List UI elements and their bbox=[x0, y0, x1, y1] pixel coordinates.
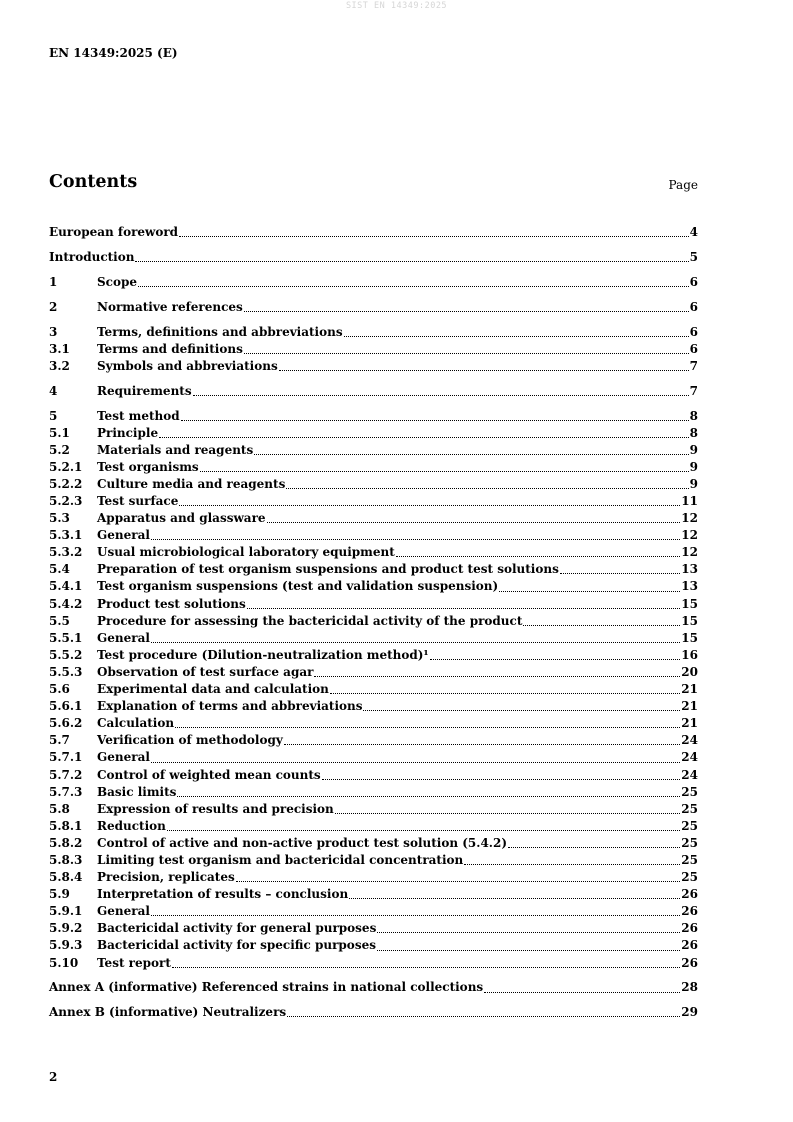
toc-dot-leader bbox=[244, 352, 689, 354]
toc-dot-leader bbox=[172, 966, 680, 968]
toc-dot-leader bbox=[151, 914, 680, 916]
toc-dot-leader bbox=[151, 538, 680, 540]
toc-entry-number: 5.4.1 bbox=[49, 579, 83, 594]
toc-entry-page: 25 bbox=[681, 870, 698, 885]
toc-entry-page: 9 bbox=[689, 476, 698, 491]
toc-entry[interactable] bbox=[49, 578, 698, 595]
toc-entry[interactable] bbox=[49, 249, 698, 266]
toc-entry-page: 6 bbox=[689, 324, 698, 339]
toc-entry-page: 25 bbox=[681, 835, 698, 850]
toc-entry-title: Test organism suspensions (test and validation suspension) bbox=[97, 579, 499, 594]
toc-entry-title: Usual microbiological laboratory equipment bbox=[97, 545, 395, 560]
toc-entry-page: 25 bbox=[681, 801, 698, 816]
toc-entry-number: 5.5.1 bbox=[49, 630, 83, 645]
toc-entry-number: 5.5 bbox=[49, 613, 70, 628]
toc-dot-leader bbox=[284, 743, 680, 745]
toc-entry-page: 21 bbox=[681, 716, 698, 731]
toc-entry[interactable] bbox=[49, 459, 698, 476]
toc-entry[interactable] bbox=[49, 937, 698, 954]
toc-entry-page: 11 bbox=[681, 494, 698, 508]
toc-entry-number: 5.7.3 bbox=[49, 784, 83, 799]
toc-entry-number: 3 bbox=[49, 324, 58, 339]
toc-entry-title: Test method bbox=[97, 408, 180, 423]
toc-entry-page: 25 bbox=[681, 784, 698, 799]
toc-entry-title: Apparatus and glassware bbox=[97, 511, 266, 526]
toc-dot-leader bbox=[322, 778, 681, 780]
toc-dot-leader bbox=[179, 235, 689, 237]
toc-dot-leader bbox=[349, 897, 680, 899]
toc-entry-page: 28 bbox=[681, 980, 698, 995]
toc-entry[interactable] bbox=[49, 979, 698, 996]
toc-entry-title: Calculation bbox=[97, 716, 175, 731]
toc-dot-leader bbox=[314, 675, 680, 677]
toc-dot-leader bbox=[236, 880, 681, 882]
toc-entry[interactable] bbox=[49, 324, 698, 341]
toc-entry-number: 5.7.1 bbox=[49, 750, 83, 765]
toc-dot-leader bbox=[279, 369, 689, 371]
toc-entry-title: Interpretation of results – conclusion bbox=[97, 887, 349, 902]
toc-entry-title: Control of weighted mean counts bbox=[97, 767, 321, 782]
toc-dot-leader bbox=[175, 726, 680, 728]
footer-page-number: 2 bbox=[49, 1070, 58, 1084]
toc-entry-number: 5.6.1 bbox=[49, 699, 83, 714]
toc-entry-number: 5.2 bbox=[49, 442, 70, 457]
toc-entry-number: 4 bbox=[49, 383, 58, 398]
toc-entry-number: 5.5.2 bbox=[49, 647, 83, 662]
toc-dot-leader bbox=[523, 624, 680, 626]
toc-entry[interactable] bbox=[49, 903, 698, 920]
toc-entry[interactable] bbox=[49, 274, 698, 291]
toc-entry[interactable] bbox=[49, 784, 698, 801]
toc-entry-page: 29 bbox=[681, 1005, 698, 1020]
page-column-label: Page bbox=[668, 178, 698, 192]
toc-entry[interactable] bbox=[49, 852, 698, 869]
toc-entry-page: 12 bbox=[681, 511, 698, 526]
toc-entry-title: Product test solutions bbox=[97, 596, 246, 611]
toc-entry[interactable] bbox=[49, 698, 698, 715]
toc-entry-number: 5.8 bbox=[49, 801, 70, 816]
toc-entry-page: 13 bbox=[681, 579, 698, 594]
document-id: EN 14349:2025 (E) bbox=[49, 46, 178, 60]
toc-dot-leader bbox=[181, 419, 689, 421]
toc-dot-leader bbox=[287, 1015, 680, 1017]
toc-entry-number: 3.1 bbox=[49, 341, 70, 356]
toc-entry-page: 25 bbox=[681, 818, 698, 833]
toc-dot-leader bbox=[335, 812, 681, 814]
toc-entry[interactable] bbox=[49, 299, 698, 316]
toc-entry[interactable] bbox=[49, 383, 698, 400]
toc-entry[interactable] bbox=[49, 561, 698, 578]
toc-entry-title: Principle bbox=[97, 425, 159, 440]
toc-entry-number: 5.8.3 bbox=[49, 852, 83, 867]
toc-entry[interactable] bbox=[49, 596, 698, 613]
toc-entry-title: Terms, definitions and abbreviations bbox=[97, 324, 343, 339]
toc-entry-number: 5.4 bbox=[49, 562, 70, 577]
toc-entry-number: 5.7 bbox=[49, 733, 70, 748]
toc-entry-page: 8 bbox=[689, 425, 698, 440]
toc-entry[interactable] bbox=[49, 224, 698, 241]
toc-entry-number: 5.1 bbox=[49, 425, 70, 440]
toc-entry-title: Test procedure (Dilution-neutralization method)¹ bbox=[97, 647, 429, 662]
toc-entry[interactable] bbox=[49, 476, 698, 493]
toc-dot-leader bbox=[159, 436, 689, 438]
toc-entry-page: 6 bbox=[689, 299, 698, 314]
toc-entry[interactable] bbox=[49, 681, 698, 698]
toc-entry[interactable] bbox=[49, 425, 698, 442]
toc-entry-title: Culture media and reagents bbox=[97, 476, 286, 491]
toc-entry-title: Experimental data and calculation bbox=[97, 682, 329, 697]
toc-entry-page: 21 bbox=[681, 699, 698, 714]
toc-entry-title: Normative references bbox=[97, 299, 243, 314]
toc-entry-number: 5.2.1 bbox=[49, 459, 83, 474]
toc-entry-number: 5.8.2 bbox=[49, 835, 83, 850]
toc-dot-leader bbox=[560, 572, 680, 574]
toc-entry[interactable] bbox=[49, 749, 698, 766]
toc-dot-leader bbox=[254, 453, 688, 455]
toc-entry-title: General bbox=[97, 528, 150, 543]
toc-dot-leader bbox=[508, 846, 680, 848]
toc-entry-title: Control of active and non-active product test solution (5.4.2) bbox=[97, 835, 507, 850]
watermark: SIST EN 14349:2025 bbox=[345, 1, 448, 11]
toc-entry[interactable] bbox=[49, 527, 698, 544]
toc-entry-number: 5.9.1 bbox=[49, 904, 83, 919]
toc-dot-leader bbox=[377, 949, 680, 951]
toc-entry-page: 26 bbox=[681, 904, 698, 919]
toc-entry-number: 5.8.4 bbox=[49, 870, 83, 885]
toc-entry-title: Bactericidal activity for specific purposes bbox=[97, 938, 376, 953]
toc-entry-title: Observation of test surface agar bbox=[97, 664, 314, 679]
toc-entry-title: Expression of results and precision bbox=[97, 801, 334, 816]
toc-dot-leader bbox=[200, 470, 689, 472]
toc-entry-number: 5.5.3 bbox=[49, 664, 83, 679]
toc-entry-page: 24 bbox=[681, 733, 698, 748]
toc-entry-page: 12 bbox=[681, 545, 698, 560]
toc-entry[interactable] bbox=[49, 818, 698, 835]
toc-entry-page: 20 bbox=[681, 664, 698, 679]
toc-dot-leader bbox=[464, 863, 680, 865]
toc-entry-page: 26 bbox=[681, 887, 698, 902]
toc-entry-title: Reduction bbox=[97, 818, 166, 833]
toc-entry-title: General bbox=[97, 904, 150, 919]
toc-dot-leader bbox=[286, 487, 688, 489]
toc-entry-title: Test organisms bbox=[97, 459, 199, 474]
toc-dot-leader bbox=[484, 991, 680, 993]
toc-entry-page: 26 bbox=[681, 938, 698, 953]
toc-entry-number: 5.9.3 bbox=[49, 938, 83, 953]
toc-entry-number: 5 bbox=[49, 408, 58, 423]
table-of-contents bbox=[49, 224, 698, 1021]
toc-entry-title: Basic limits bbox=[97, 784, 177, 799]
toc-dot-leader bbox=[363, 709, 680, 711]
toc-entry[interactable] bbox=[49, 510, 698, 527]
toc-entry[interactable] bbox=[49, 920, 698, 937]
toc-entry-number: 5.2.2 bbox=[49, 476, 83, 491]
toc-dot-leader bbox=[135, 260, 688, 262]
toc-entry-page: 25 bbox=[681, 852, 698, 867]
toc-entry-title: Test surface bbox=[97, 494, 179, 508]
toc-dot-leader bbox=[151, 641, 680, 643]
toc-entry-page: 26 bbox=[681, 921, 698, 936]
toc-entry-title: Precision, replicates bbox=[97, 870, 235, 885]
toc-entry-page: 9 bbox=[689, 459, 698, 474]
toc-entry[interactable] bbox=[49, 647, 698, 664]
toc-entry[interactable] bbox=[49, 613, 698, 630]
toc-entry[interactable] bbox=[49, 955, 698, 972]
toc-dot-leader bbox=[247, 607, 681, 609]
toc-entry-page: 16 bbox=[681, 647, 698, 662]
toc-entry-title: Annex A (informative) Referenced strains in national collections bbox=[49, 980, 484, 995]
toc-entry[interactable] bbox=[49, 493, 698, 510]
toc-entry-number: 5.3.2 bbox=[49, 545, 83, 560]
toc-entry-number: 5.9.2 bbox=[49, 921, 83, 936]
toc-dot-leader bbox=[330, 692, 680, 694]
toc-entry-title: General bbox=[97, 630, 150, 645]
toc-entry-title: Scope bbox=[97, 274, 138, 289]
toc-dot-leader bbox=[167, 829, 680, 831]
toc-entry[interactable] bbox=[49, 767, 698, 784]
toc-entry-page: 24 bbox=[681, 750, 698, 765]
toc-entry-page: 24 bbox=[681, 767, 698, 782]
toc-entry-page: 13 bbox=[681, 562, 698, 577]
toc-entry[interactable] bbox=[49, 1004, 698, 1021]
toc-entry-page: 7 bbox=[689, 383, 698, 398]
toc-entry-page: 4 bbox=[689, 225, 698, 239]
toc-entry-page: 15 bbox=[681, 596, 698, 611]
toc-entry-page: 6 bbox=[689, 274, 698, 289]
toc-entry-number: 5.3.1 bbox=[49, 528, 83, 543]
toc-dot-leader bbox=[193, 394, 689, 396]
toc-dot-leader bbox=[396, 555, 681, 557]
toc-dot-leader bbox=[244, 310, 689, 312]
toc-entry-page: 6 bbox=[689, 341, 698, 356]
toc-entry-title: Introduction bbox=[49, 249, 135, 264]
toc-entry-number: 2 bbox=[49, 299, 58, 314]
toc-entry-number: 5.7.2 bbox=[49, 767, 83, 782]
toc-dot-leader bbox=[377, 931, 680, 933]
toc-entry-title: Requirements bbox=[97, 383, 192, 398]
toc-entry-title: Annex B (informative) Neutralizers bbox=[49, 1005, 287, 1020]
toc-entry-number: 5.10 bbox=[49, 955, 79, 970]
toc-entry-page: 15 bbox=[681, 630, 698, 645]
toc-entry-title: Procedure for assessing the bactericidal activity of the product bbox=[97, 613, 523, 628]
toc-entry-number: 5.2.3 bbox=[49, 494, 83, 508]
toc-entry-number: 3.2 bbox=[49, 358, 70, 373]
toc-entry-title: Preparation of test organism suspensions and product test solutions bbox=[97, 562, 559, 577]
toc-dot-leader bbox=[430, 658, 681, 660]
toc-entry[interactable] bbox=[49, 664, 698, 681]
toc-entry-title: Symbols and abbreviations bbox=[97, 358, 278, 373]
toc-entry-title: Materials and reagents bbox=[97, 442, 254, 457]
toc-entry-number: 5.3 bbox=[49, 511, 70, 526]
toc-entry[interactable] bbox=[49, 869, 698, 886]
toc-entry-number: 1 bbox=[49, 274, 58, 289]
toc-entry[interactable] bbox=[49, 341, 698, 358]
contents-heading: Contents bbox=[49, 172, 138, 192]
toc-entry-page: 26 bbox=[681, 955, 698, 970]
toc-entry-title: General bbox=[97, 750, 150, 765]
toc-entry[interactable] bbox=[49, 715, 698, 732]
toc-entry-title: Bactericidal activity for general purposes bbox=[97, 921, 377, 936]
toc-entry-page: 9 bbox=[689, 442, 698, 457]
toc-entry-page: 12 bbox=[681, 528, 698, 543]
toc-entry[interactable] bbox=[49, 630, 698, 647]
toc-entry-number: 5.6 bbox=[49, 682, 70, 697]
toc-entry[interactable] bbox=[49, 886, 698, 903]
toc-dot-leader bbox=[344, 335, 689, 337]
toc-entry-title: European foreword bbox=[49, 225, 179, 239]
toc-entry-title: Terms and definitions bbox=[97, 341, 243, 356]
toc-dot-leader bbox=[151, 761, 680, 763]
toc-dot-leader bbox=[179, 504, 680, 506]
toc-entry-number: 5.8.1 bbox=[49, 818, 83, 833]
toc-entry-number: 5.4.2 bbox=[49, 596, 83, 611]
toc-entry-page: 8 bbox=[689, 408, 698, 423]
toc-entry[interactable] bbox=[49, 732, 698, 749]
toc-entry-number: 5.9 bbox=[49, 887, 70, 902]
toc-entry-title: Explanation of terms and abbreviations bbox=[97, 699, 363, 714]
toc-dot-leader bbox=[177, 795, 680, 797]
toc-entry[interactable] bbox=[49, 544, 698, 561]
toc-entry[interactable] bbox=[49, 408, 698, 425]
toc-entry[interactable] bbox=[49, 358, 698, 375]
toc-dot-leader bbox=[267, 521, 681, 523]
toc-entry-page: 7 bbox=[689, 358, 698, 373]
toc-entry-title: Limiting test organism and bactericidal concentration bbox=[97, 852, 464, 867]
toc-entry[interactable] bbox=[49, 442, 698, 459]
toc-entry-page: 21 bbox=[681, 682, 698, 697]
toc-entry[interactable] bbox=[49, 801, 698, 818]
toc-entry-title: Test report bbox=[97, 955, 171, 970]
toc-entry-page: 5 bbox=[689, 249, 698, 264]
toc-dot-leader bbox=[138, 285, 689, 287]
toc-entry-number: 5.6.2 bbox=[49, 716, 83, 731]
toc-entry-page: 15 bbox=[681, 613, 698, 628]
toc-dot-leader bbox=[499, 590, 680, 592]
toc-entry-title: Verification of methodology bbox=[97, 733, 283, 748]
toc-entry[interactable] bbox=[49, 835, 698, 852]
